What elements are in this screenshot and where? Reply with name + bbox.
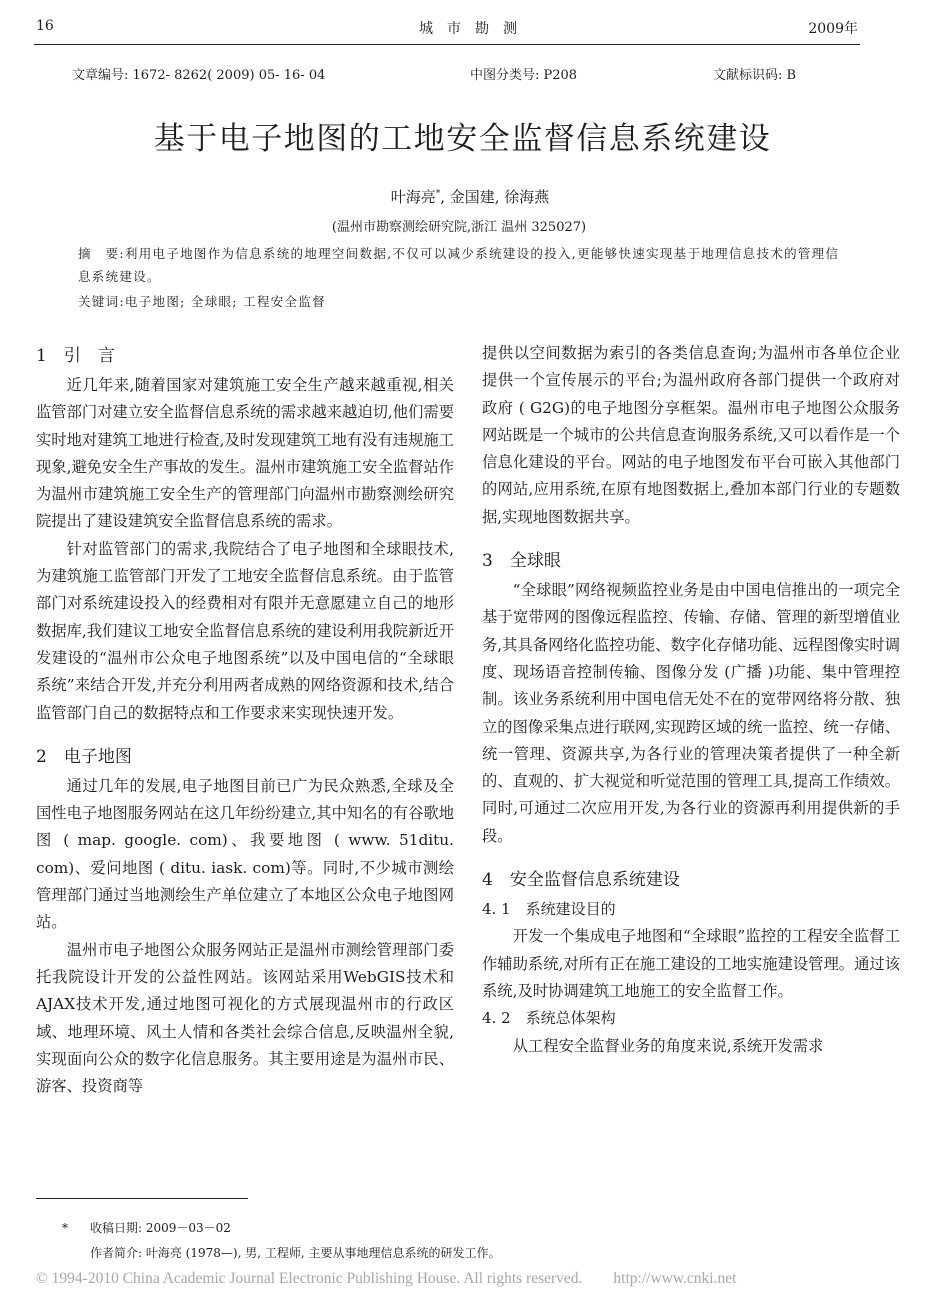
- right-column: [482, 340, 900, 1060]
- affiliation: (温州市勘察测绘研究院,浙江 温州 325027): [331, 220, 587, 235]
- abstract: [78, 242, 850, 288]
- section-3-heading: 3 全球眼: [482, 551, 561, 572]
- article-title: 基于电子地图的工地安全监督信息系统建设: [153, 121, 772, 157]
- keywords-label: 关键词:: [78, 294, 125, 309]
- section-2-heading: 2 电子地图: [36, 746, 132, 767]
- author-list: [0, 186, 940, 207]
- author-bio: 作者简介: 叶海亮 (1978—), 男, 工程师, 主要从事地理信息系统的研发工作。: [90, 1246, 501, 1260]
- section-2-paragraph-2-continued: 提供以空间数据为索引的各类信息查询;为温州市各单位企业提供一个宣传展示的平台;为温州政府各部门提供一个政府对政府 ( G2G)的电子地图分享框架。温州市电子地图公众服务网站既是一个城市的公共信息查询服务系统,又可以看作是一个信息化建设的平台。网站的电子地图发布平台可嵌入其他部门的网站,应用系统,在原有地图数据上,叠加本部门行业的专题数据,实现地图数据共享。: [482, 344, 900, 526]
- subsection-4-1-heading: 4. 1 系统建设目的: [482, 900, 616, 919]
- subsection-4-1-paragraph: 开发一个集成电子地图和“全球眼”监控的工程安全监督工作辅助系统,对所有正在施工建设的工地实施建设管理。通过该系统,及时协调建筑工地施工的安全监督工作。: [482, 927, 900, 1000]
- footnote-rule: [36, 1198, 248, 1199]
- section-2-paragraph-2: 温州市电子地图公众服务网站正是温州市测绘管理部门委托我院设计开发的公益性网站。该网站采用WebGIS技术和AJAX技术开发,通过地图可视化的方式展现温州市的行政区域、地理环境、风土人情和各类社会综合信息,反映温州全貌,实现面向公众的数字化信息服务。其主要用途是为温州市民、游客、投资商等: [36, 940, 454, 1096]
- keywords: [78, 292, 326, 310]
- section-3-paragraph-1: “全球眼”网络视频监控业务是由中国电信推出的一项完全基于宽带网的图像远程监控、传输、存储、管理的新型增值业务,其具备网络化监控功能、数字化存储功能、远程图像实时调度、现场语音控制传输、图像分发 (广播 )功能、集中管理控制。该业务系统利用中国电信无处不在的宽带网络将分散、独立的图像采集点进行联网,实现跨区域的统一监控、统一存储、统一管理、资源共享,为各行业的管理决策者提供了一种全新的、直观的、扩大视觉和听觉范围的管理工具,提高工作绩效。同时,可通过二次应用开发,为各行业的资源再利用提供新的手段。: [482, 581, 900, 845]
- footnote-mark: *: [62, 1221, 68, 1235]
- subsection-4-2-paragraph: 从工程安全监督业务的角度来说,系统开发需求: [512, 1036, 824, 1055]
- section-2-paragraph-1: 通过几年的发展,电子地图目前已广为民众熟悉,全球及全国性电子地图服务网站在这几年纷纷建立,其中知名的有谷歌地图 ( map. google. com)、我要地图 ( www. 51ditu. com)、爱问地图 ( ditu. iask. com)等。同时,不少城市测绘管理部门通过当地测绘生产单位建立了本地区公众电子地图网站。: [36, 776, 454, 932]
- clc-number: 中图分类号: P208: [470, 68, 578, 83]
- page-number: 16: [36, 18, 54, 34]
- keywords-text: 电子地图; 全球眼; 工程安全监督: [124, 294, 326, 309]
- journal-name: 城市勘测: [419, 21, 531, 37]
- first-author: 叶海亮: [390, 188, 436, 206]
- subsection-4-2-heading: 4. 2 系统总体架构: [482, 1009, 616, 1028]
- received-date: 收稿日期: 2009－03－02: [90, 1221, 231, 1235]
- section-1-paragraph-1: 近几年来,随着国家对建筑施工安全生产越来越重视,相关监管部门对建立安全监督信息系统的需求越来越迫切,他们需要实时地对建筑工地进行检查,及时发现建筑工地有没有违规施工现象,避免安全生产事故的发生。温州市建筑施工安全监督站作为温州市建筑施工安全生产的管理部门向温州市勘察测绘研究院提出了建设建筑安全监督信息系统的需求。: [36, 376, 454, 531]
- issue-year: 2009年: [808, 21, 858, 37]
- section-1-heading: 1 引 言: [36, 346, 115, 366]
- document-code: 文献标识码: B: [713, 68, 797, 83]
- abstract-text: 利用电子地图作为信息系统的地理空间数据,不仅可以减少系统建设的投入,更能够快速实现基于地理信息技术的管理信息系统建设。: [78, 246, 840, 284]
- header-rule: [34, 44, 860, 45]
- section-1-paragraph-2: 针对监管部门的需求,我院结合了电子地图和全球眼技术,为建筑施工监管部门开发了工地安全监督信息系统。由于监管部门对系统建设投入的经费相对有限并无意愿建立自己的地形数据库,我们建议工地安全监督信息系统的建设利用我院新近开发建设的“温州市公众电子地图系统”以及中国电信的“全球眼系统”来结合开发,并充分利用两者成熟的网络资源和技术,结合监管部门自己的数据特点和工作要求来实现快速开发。: [36, 539, 454, 722]
- abstract-label: 摘 要:: [78, 246, 125, 261]
- received-date-note: [62, 1219, 231, 1236]
- copyright-line: © 1994-2010 China Academic Journal Electronic Publishing House. All rights reserved. http://www.cnki.net: [36, 1270, 737, 1287]
- author-footnote-mark: *: [435, 189, 441, 199]
- left-column: [36, 340, 454, 1100]
- section-4-heading: 4 安全监督信息系统建设: [482, 870, 680, 891]
- article-number: 文章编号: 1672- 8262( 2009) 05- 16- 04: [72, 68, 326, 83]
- other-authors: , 金国建, 徐海燕: [440, 188, 550, 206]
